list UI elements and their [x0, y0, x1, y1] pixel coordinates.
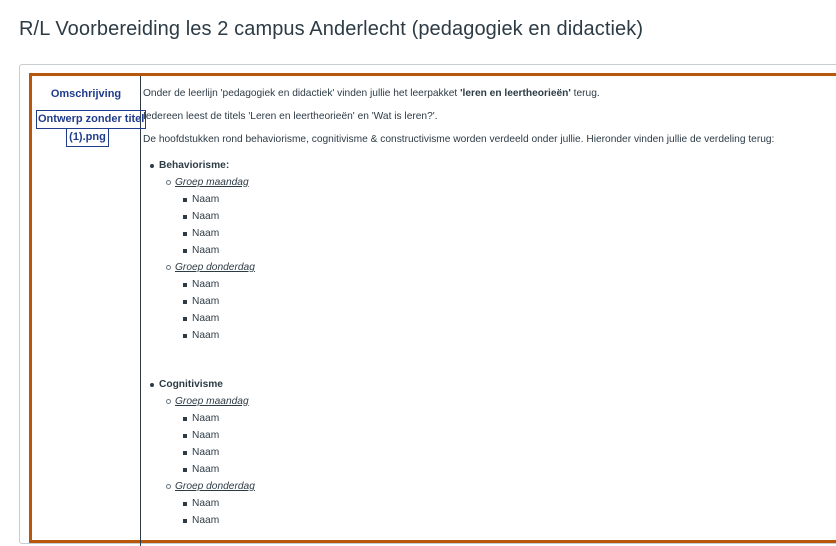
- list-item: Naam: [175, 242, 833, 259]
- description-column: [32, 76, 145, 546]
- group-list: [159, 393, 833, 529]
- reading-instruction: Iedereen leest de titels 'Leren en leertheorieën' en 'Wat is leren?'.: [143, 111, 438, 122]
- group-label: Groep donderdag: [175, 481, 255, 492]
- group-item: [159, 478, 833, 529]
- group-label: Groep maandag: [175, 177, 249, 188]
- section-title: Cognitivisme: [159, 379, 223, 390]
- list-item: Naam: [175, 427, 833, 444]
- list-item: Naam: [175, 310, 833, 327]
- list-item: Naam: [175, 410, 833, 427]
- intro-bold: 'leren en leertheorieën': [460, 88, 571, 99]
- list-item: Naam: [175, 512, 833, 529]
- list-item: Naam: [175, 191, 833, 208]
- image-link-text-line2[interactable]: (1).png: [66, 129, 109, 147]
- image-link-text-line1[interactable]: Ontwerp zonder titel: [36, 110, 146, 129]
- intro-suffix: terug.: [570, 88, 600, 99]
- list-item: Naam: [175, 276, 833, 293]
- description-label: Omschrijving: [50, 88, 122, 100]
- list-item: Naam: [175, 208, 833, 225]
- group-list: [159, 174, 833, 344]
- section-item-behaviorisme: [143, 157, 833, 376]
- list-item: Naam: [175, 461, 833, 478]
- list-item: Naam: [175, 444, 833, 461]
- name-list: [175, 410, 833, 478]
- list-item: Naam: [175, 327, 833, 344]
- page-title: R/L Voorbereiding les 2 campus Anderlecht (pedagogiek en didactiek): [19, 18, 644, 40]
- intro-prefix: Onder de leerlijn 'pedagogiek en didactiek' vinden jullie het leerpakket: [143, 88, 461, 99]
- spacer: [159, 344, 833, 376]
- group-label: Groep maandag: [175, 396, 249, 407]
- list-item: Naam: [175, 225, 833, 242]
- division-instruction: De hoofdstukken rond behaviorisme, cognitivisme & constructivisme worden verdeeld onder jullie. Hieronder vinden jullie de verdeling terug:: [143, 134, 775, 145]
- image-attachment-link[interactable]: [36, 110, 145, 147]
- group-item: [159, 259, 833, 344]
- name-list: [175, 495, 833, 529]
- list-item: Naam: [175, 293, 833, 310]
- assignment-content: [143, 86, 833, 529]
- section-item-cognitivisme: [143, 376, 833, 529]
- section-list: [143, 157, 833, 529]
- intro-paragraph: [143, 86, 833, 102]
- group-item: [159, 393, 833, 478]
- group-label: Groep donderdag: [175, 262, 255, 273]
- list-item: Naam: [175, 495, 833, 512]
- group-item: [159, 174, 833, 259]
- name-list: [175, 276, 833, 344]
- name-list: [175, 191, 833, 259]
- section-title: Behaviorisme:: [159, 160, 230, 171]
